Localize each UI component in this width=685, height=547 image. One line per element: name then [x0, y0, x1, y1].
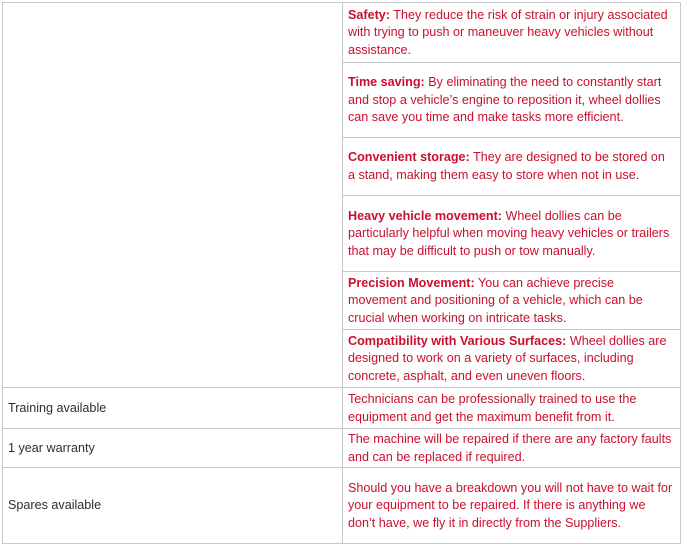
benefit-title: Convenient storage:	[348, 150, 470, 165]
benefit-convenient-storage	[343, 138, 681, 196]
feature-description: Technicians can be professionally trained to use the equipment and get the maximum benefit from it.	[343, 388, 681, 429]
feature-label: 1 year warranty	[3, 429, 343, 468]
benefit-title: Compatibility with Various Surfaces:	[348, 333, 567, 348]
benefit-text: They are designed to be stored on a stand, making them easy to store when not in use.	[348, 150, 665, 182]
features-table	[2, 2, 681, 544]
benefit-title: Precision Movement:	[348, 275, 475, 290]
benefit-text: You can achieve precise movement and positioning of a vehicle, which can be crucial when working on intricate tasks.	[348, 275, 643, 325]
table-row	[3, 429, 681, 468]
benefit-text: By eliminating the need to constantly start and stop a vehicle’s engine to reposition it, wheel dollies can save you time and make tasks more efficient.	[348, 75, 662, 125]
benefit-title: Heavy vehicle movement:	[348, 208, 502, 223]
benefit-heavy-vehicle-movement	[343, 196, 681, 272]
empty-feature-cell	[3, 3, 343, 388]
benefit-title: Safety:	[348, 7, 390, 22]
benefit-precision-movement	[343, 272, 681, 330]
feature-label: Spares available	[3, 468, 343, 544]
table-row	[3, 468, 681, 544]
table-row	[3, 3, 681, 63]
benefit-text: Wheel dollies can be particularly helpful when moving heavy vehicles or trailers that may be difficult to push or tow manually.	[348, 208, 670, 258]
feature-label: Training available	[3, 388, 343, 429]
feature-description: Should you have a breakdown you will not have to wait for your equipment to be repaired. If there is anything we don’t have, we fly it in directly from the Suppliers.	[343, 468, 681, 544]
benefit-text: They reduce the risk of strain or injury associated with trying to push or maneuver heavy vehicles without assistance.	[348, 7, 668, 57]
feature-description: The machine will be repaired if there are any factory faults and can be replaced if required.	[343, 429, 681, 468]
benefit-time-saving	[343, 63, 681, 138]
benefit-surface-compatibility	[343, 330, 681, 388]
benefit-safety	[343, 3, 681, 63]
table-row	[3, 388, 681, 429]
benefit-title: Time saving:	[348, 75, 425, 90]
benefit-text: Wheel dollies are designed to work on a variety of surfaces, including concrete, asphalt, and even uneven floors.	[348, 333, 667, 383]
